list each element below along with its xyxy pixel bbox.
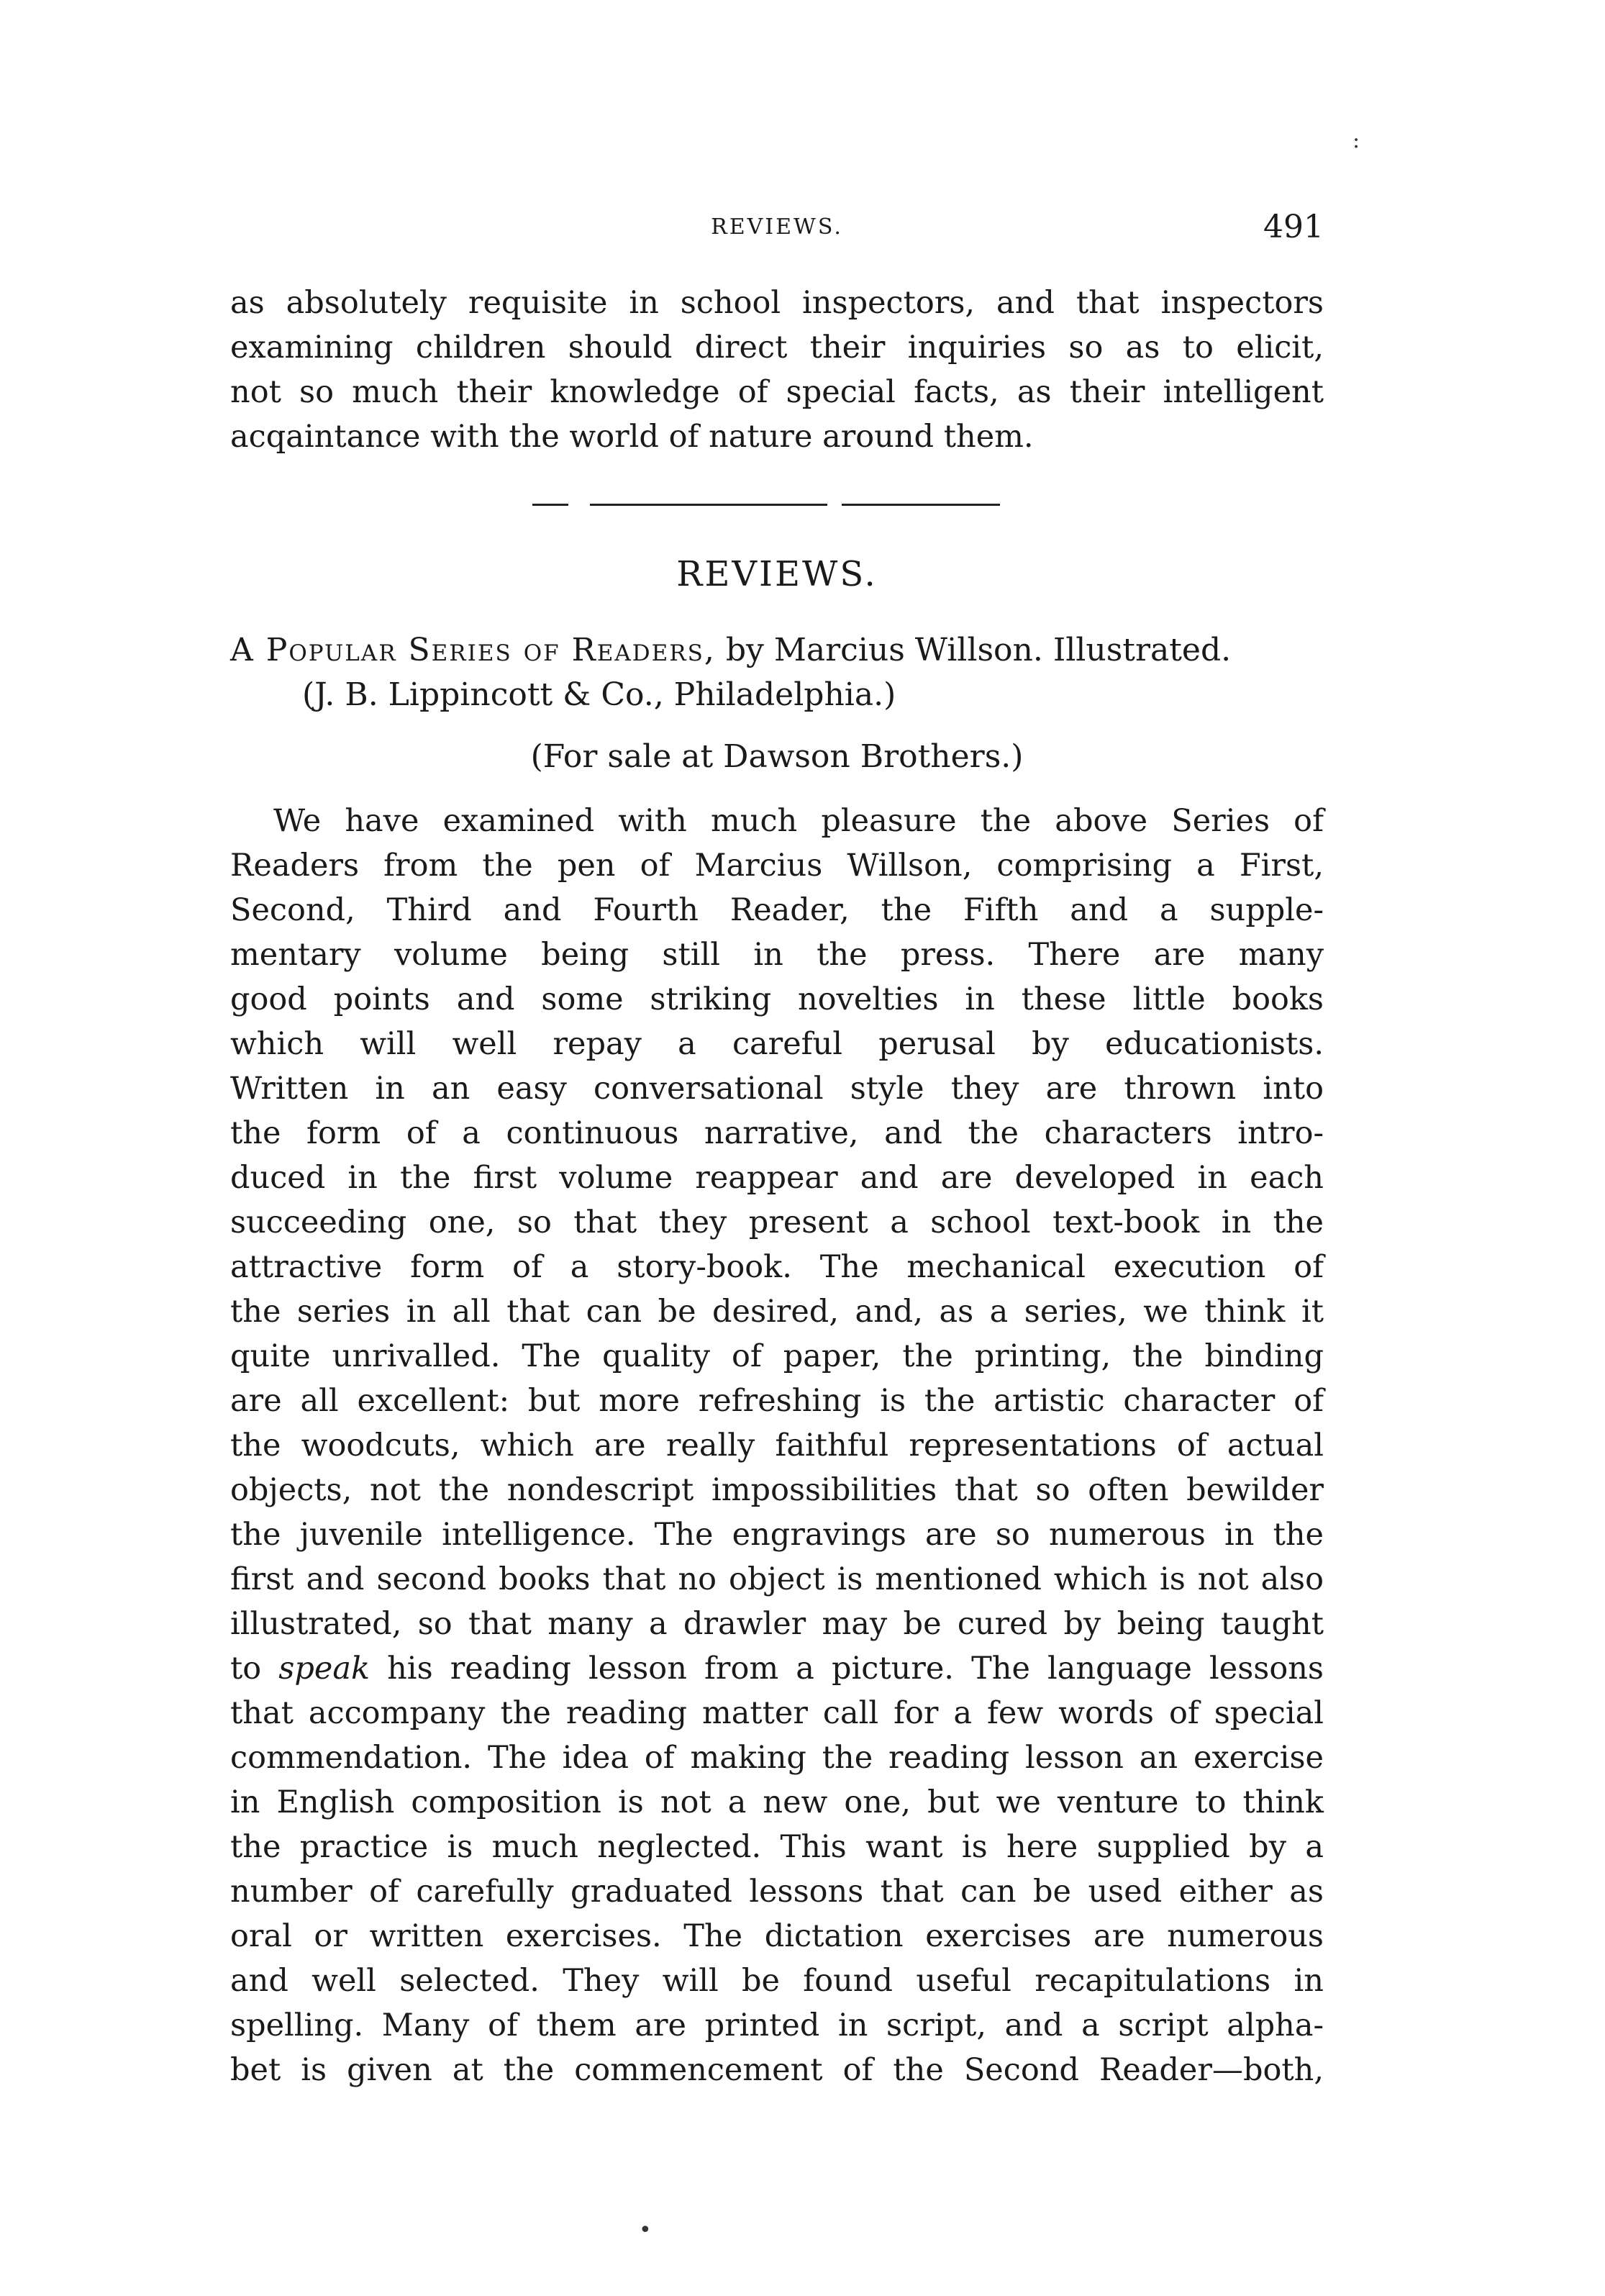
- text-line: We have examined with much pleasure the above Series of: [273, 803, 1324, 839]
- text-line: which will well repay a careful perusal by educationists.: [230, 1026, 1324, 1062]
- text-line: the series in all that can be desired, and, as a series, we think it: [230, 1294, 1324, 1330]
- text-line: the practice is much neglected. This want is here supplied by a: [230, 1829, 1324, 1865]
- text-line: good points and some striking novelties in these little books: [230, 981, 1324, 1017]
- running-head: [230, 209, 1324, 259]
- text-line: illustrated, so that many a drawler may be cured by being taught: [230, 1606, 1324, 1642]
- text-line: the juvenile intelligence. The engravings are so numerous in the: [230, 1517, 1324, 1553]
- text-line: commendation. The idea of making the reading lesson an exercise: [230, 1740, 1324, 1776]
- review-paragraph: [230, 799, 1324, 2092]
- section-separator-rule: [532, 504, 1000, 508]
- text-fragment: his reading lesson from a picture. The language lessons: [370, 1651, 1324, 1687]
- text-line: first and second books that no object is mentioned which is not also: [230, 1561, 1324, 1597]
- text-line: the woodcuts, which are really faithful representations of actual: [230, 1428, 1324, 1464]
- text-line: Second, Third and Fourth Reader, the Fifth and a supple-: [230, 892, 1324, 928]
- book-title: A Popular Series of Readers,: [230, 632, 716, 668]
- text-line: Written in an easy conversational style they are thrown into: [230, 1071, 1324, 1107]
- text-line: oral or written exercises. The dictation exercises are numerous: [230, 1918, 1324, 1954]
- text-line: attractive form of a story-book. The mechanical execution of: [230, 1249, 1324, 1285]
- text-line: the form of a continuous narrative, and the characters intro-: [230, 1115, 1324, 1151]
- italic-word: speak: [278, 1651, 370, 1687]
- book-citation: [230, 632, 1324, 668]
- page-mark-bottom: •: [639, 2218, 652, 2243]
- text-line: spelling. Many of them are printed in script, and a script alpha-: [230, 2007, 1324, 2043]
- text-line: and well selected. They will be found useful recapitulations in: [230, 1963, 1324, 1999]
- book-sale-note: (For sale at Dawson Brothers.): [530, 738, 1024, 775]
- text-line: number of carefully graduated lessons that can be used either as: [230, 1874, 1324, 1910]
- page-mark-top-right: :: [1352, 128, 1360, 153]
- text-line: acqaintance with the world of nature around them.: [230, 419, 1034, 455]
- book-author: by Marcius Willson. Illustrated.: [715, 632, 1232, 668]
- text-fragment: to: [230, 1651, 279, 1687]
- text-line: duced in the first volume reappear and are developed in each: [230, 1160, 1324, 1196]
- text-line: quite unrivalled. The quality of paper, the printing, the binding: [230, 1338, 1324, 1374]
- running-title: REVIEWS.: [711, 214, 843, 240]
- text-line: as absolutely requisite in school inspectors, and that inspectors: [230, 285, 1324, 321]
- text-line: objects, not the nondescript impossibilities that so often bewilder: [230, 1472, 1324, 1508]
- text-line: in English composition is not a new one, but we venture to think: [230, 1784, 1324, 1820]
- text-line: are all excellent: but more refreshing is the artistic character of: [230, 1383, 1324, 1419]
- text-line: that accompany the reading matter call for a few words of special: [230, 1695, 1324, 1731]
- text-line: [230, 1646, 1324, 1691]
- book-publisher: (J. B. Lippincott & Co., Philadelphia.): [302, 676, 896, 713]
- text-line: Readers from the pen of Marcius Willson, comprising a First,: [230, 848, 1324, 884]
- page-number: 491: [1263, 209, 1324, 245]
- text-line: succeeding one, so that they present a school text-book in the: [230, 1204, 1324, 1240]
- text-line: mentary volume being still in the press. There are many: [230, 937, 1324, 973]
- text-line: bet is given at the commencement of the Second Reader—both,: [230, 2052, 1324, 2088]
- section-heading: REVIEWS.: [676, 554, 878, 594]
- text-line: not so much their knowledge of special facts, as their intelligent: [230, 374, 1324, 410]
- text-line: examining children should direct their inquiries so as to elicit,: [230, 330, 1324, 366]
- intro-paragraph: [230, 281, 1324, 459]
